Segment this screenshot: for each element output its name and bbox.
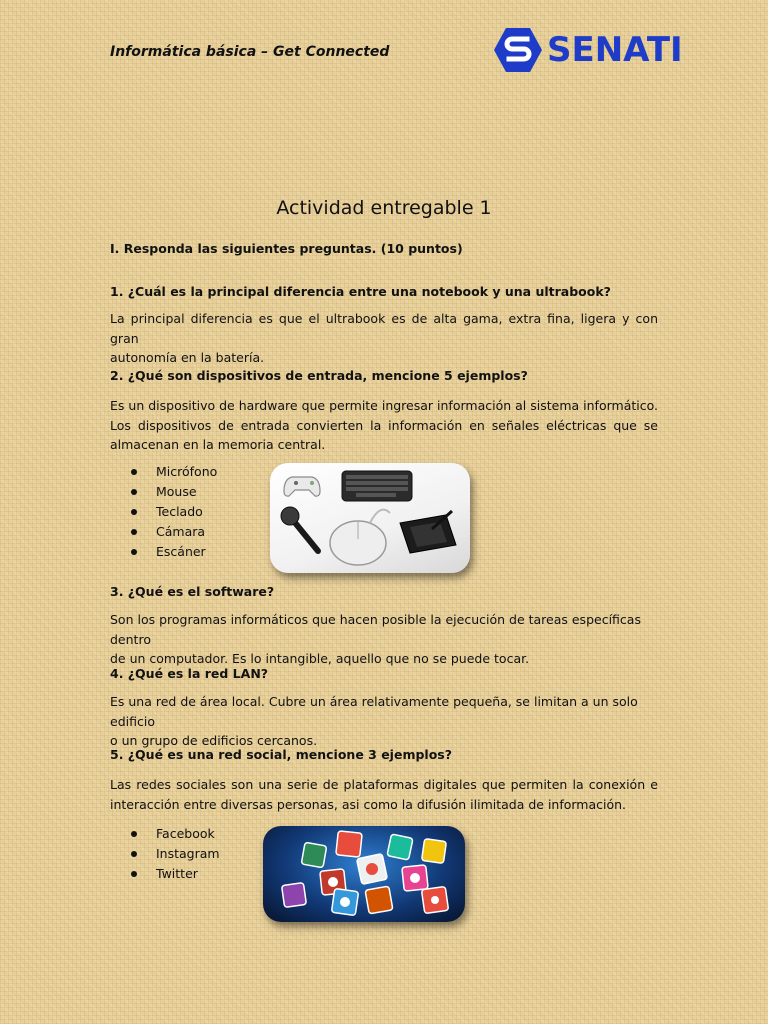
answer-line: Las redes sociales son una serie de plataformas digitales que permiten la conexión e [110, 777, 658, 792]
list-item: Micrófono [110, 462, 217, 482]
answer-1 [110, 309, 658, 368]
keyboard-icon [342, 471, 412, 501]
question-2: 2. ¿Qué son dispositivos de entrada, mencione 5 ejemplos? [110, 368, 528, 383]
social-media-image [263, 826, 465, 922]
input-devices-image [270, 463, 470, 573]
question-3: 3. ¿Qué es el software? [110, 584, 275, 599]
question-4: 4. ¿Qué es la red LAN? [110, 666, 269, 681]
answer-2 [110, 396, 658, 455]
answer-line: almacenan en la memoria central. [110, 437, 326, 452]
gamepad-icon [284, 477, 320, 496]
question-5: 5. ¿Qué es una red social, mencione 3 ejemplos? [110, 747, 452, 762]
social-networks-list [110, 824, 220, 884]
answer-line: Es una red de área local. Cubre un área relativamente pequeña, se limitan a un solo edificio [110, 694, 638, 729]
answer-line: La principal diferencia es que el ultrabook es de alta gama, extra fina, ligera y con gran [110, 311, 658, 346]
list-item: Teclado [110, 502, 217, 522]
list-item: Mouse [110, 482, 217, 502]
list-item: Instagram [110, 844, 220, 864]
logo-text: SENATI [547, 30, 683, 70]
list-item: Escáner [110, 542, 217, 562]
answer-line: de un computador. Es lo intangible, aquello que no se puede tocar. [110, 651, 530, 666]
answer-5 [110, 775, 658, 814]
answer-line: autonomía en la batería. [110, 350, 265, 365]
tablet-icon [400, 511, 456, 553]
input-devices-list [110, 462, 217, 562]
question-1: 1. ¿Cuál es la principal diferencia entre una notebook y una ultrabook? [110, 284, 611, 299]
answer-line: Son los programas informáticos que hacen posible la ejecución de tareas específicas dentro [110, 612, 641, 647]
list-item: Twitter [110, 864, 220, 884]
header-course-title: Informática básica – Get Connected [110, 44, 390, 60]
answer-4 [110, 692, 658, 751]
list-item: Facebook [110, 824, 220, 844]
answer-line: Los dispositivos de entrada convierten la información en señales eléctricas que se [110, 417, 658, 433]
answer-line: o un grupo de edificios cercanos. [110, 733, 318, 748]
mouse-icon [330, 510, 390, 565]
section-heading: I. Responda las siguientes preguntas. (10 puntos) [110, 241, 463, 256]
answer-3 [110, 610, 658, 669]
input-devices-illustration [270, 463, 470, 573]
microphone-icon [281, 507, 318, 551]
senati-logo [493, 26, 683, 74]
answer-line: Es un dispositivo de hardware que permite ingresar información al sistema informático. [110, 398, 658, 413]
list-item: Cámara [110, 522, 217, 542]
senati-logo-icon [493, 26, 543, 74]
answer-line: interacción entre diversas personas, asi como la difusión ilimitada de información. [110, 796, 627, 812]
document-title: Actividad entregable 1 [276, 197, 492, 219]
social-media-cubes-illustration [263, 826, 465, 922]
